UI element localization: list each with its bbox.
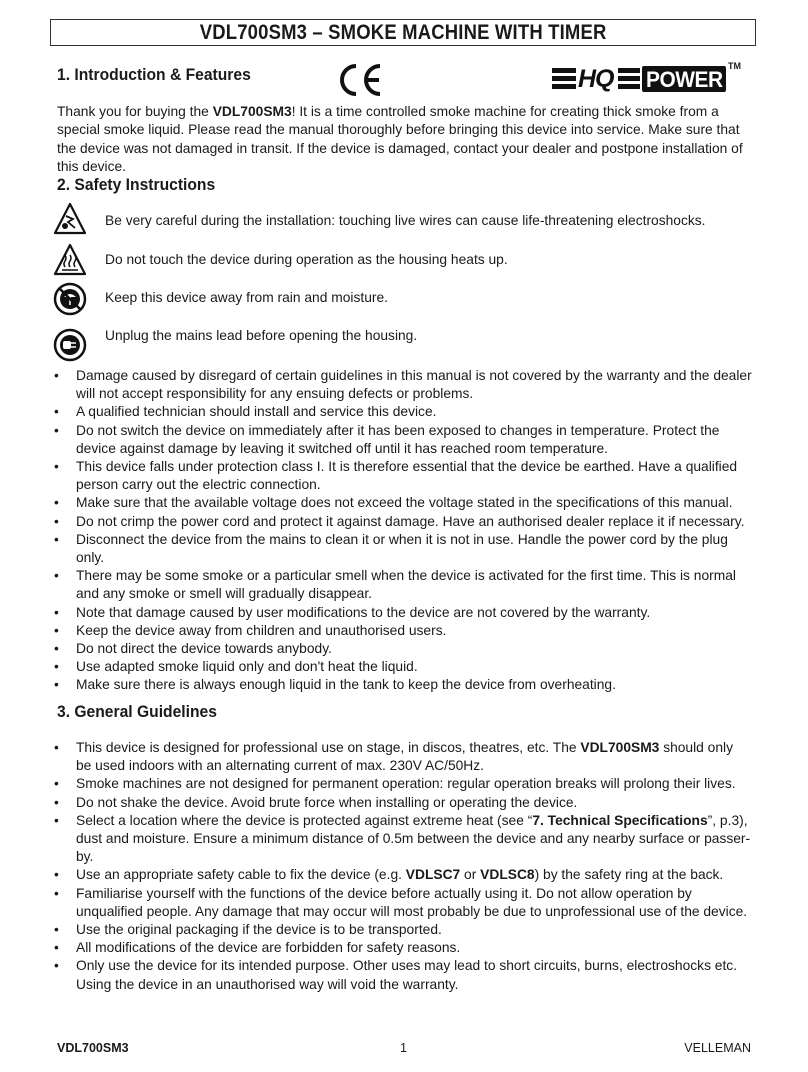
unplug-icon	[53, 328, 87, 362]
footer-brand: VELLEMAN	[684, 1041, 751, 1055]
footer-page-number: 1	[400, 1041, 407, 1055]
list-item: • Only use the device for its intended purpose. Other uses may lead to short circuits, burns, electroshocks etc. Using the device in an unauthorised way will void the warranty.	[52, 957, 752, 993]
footer-model: VDL700SM3	[57, 1041, 129, 1055]
hq-power-logo	[552, 62, 740, 96]
heading-general-guidelines: 3. General Guidelines	[57, 702, 217, 721]
text: ”, p.3), dust and moisture. Ensure a minimum distance of 0.5m between the device and any nearby surface or passer-by.	[76, 812, 751, 865]
text: This device is designed for professional use on stage, in discos, theatres, etc. The	[76, 740, 581, 755]
list-item: • Do not crimp the power cord and protect it against damage. Have an authorised dealer replace it if necessary.	[52, 513, 752, 531]
heading-introduction: 1. Introduction & Features	[57, 65, 251, 84]
list-item: • Use the original packaging if the device is to be transported.	[52, 921, 752, 939]
page-title	[50, 19, 756, 46]
list-item	[52, 812, 752, 867]
list-item: • Do not shake the device. Avoid brute force when installing or operating the device.	[52, 794, 752, 812]
intro-text-a: Thank you for buying the	[57, 104, 213, 119]
safety-icon-text-1: Be very careful during the installation: touching live wires can cause life-threatening electroshocks.	[105, 213, 706, 228]
list-item: • All modifications of the device are forbidden for safety reasons.	[52, 939, 752, 957]
logo-power-text: POWER	[646, 67, 723, 92]
list-item: • Keep the device away from children and unauthorised users.	[52, 622, 752, 640]
intro-model: VDL700SM3	[212, 104, 292, 119]
page-title-text: VDL700SM3 – SMOKE MACHINE WITH TIMER	[199, 20, 607, 44]
list-item: • A qualified technician should install and service this device.	[52, 403, 752, 421]
heading-safety: 2. Safety Instructions	[57, 175, 216, 194]
ce-mark-icon	[336, 62, 384, 98]
text: Use an appropriate safety cable to fix the device (e.g.	[76, 867, 406, 883]
list-item: • Smoke machines are not designed for permanent operation: regular operation breaks will prolong their lives.	[52, 775, 752, 793]
text: or	[460, 867, 481, 883]
hot-surface-warning-icon	[53, 243, 87, 277]
logo-hq-text: HQ	[578, 65, 614, 93]
list-item: • Disconnect the device from the mains to clean it or when it is not in use. Handle the power cord by the plug only.	[52, 531, 752, 567]
list-item: • There may be some smoke or a particular smell when the device is activated for the first time. This is normal and any smoke or smell will gradually disappear.	[52, 567, 752, 603]
intro-text-b: ! It is a time controlled smoke machine for creating thick smoke from a special smoke liquid. Please read the manual thoroughly before bringing this device into service. Make sure that the device was not damaged in transit. If the device is damaged, contact your dealer and postpone installation of this device.	[57, 104, 743, 174]
safety-icon-text-2: Do not touch the device during operation as the housing heats up.	[105, 252, 508, 267]
electric-shock-warning-icon	[53, 202, 87, 236]
list-item: • Familiarise yourself with the functions of the device before actually using it. Do not allow operation by unqualified people. Any damage that may occur will most probably be due to unprofessional use of the device.	[52, 885, 752, 921]
list-item: • Damage caused by disregard of certain guidelines in this manual is not covered by the warranty and the dealer will not accept responsibility for any ensuing defects or problems.	[52, 367, 752, 403]
list-item: • This device falls under protection class I. It is therefore essential that the device be earthed. Have a qualified person carry out the electric connection.	[52, 458, 752, 494]
text: Select a location where the device is protected against extreme heat (see “	[76, 812, 533, 828]
model-name: VDLSC7	[405, 867, 461, 883]
list-item: • Use adapted smoke liquid only and don't heat the liquid.	[52, 658, 752, 676]
model-name: VDLSC8	[480, 867, 535, 883]
trademark: TM	[728, 61, 741, 71]
text: should only be used indoors with an alternating current of max. 230V AC/50Hz.	[76, 740, 733, 774]
safety-icon-text-4: Unplug the mains lead before opening the housing.	[105, 328, 418, 343]
list-item: • Do not switch the device on immediately after it has been exposed to changes in temperature. Protect the device against damage by leaving it switched off until it has reached room temperature.	[52, 422, 752, 458]
text: ) by the safety ring at the back.	[534, 867, 724, 883]
list-item	[52, 866, 752, 884]
list-item: • Do not direct the device towards anybody.	[52, 640, 752, 658]
list-item: • Note that damage caused by user modifications to the device are not covered by the warranty.	[52, 604, 752, 622]
general-bullet-list	[52, 739, 752, 994]
safety-bullet-list	[52, 367, 752, 695]
safety-icon-text-3: Keep this device away from rain and moisture.	[105, 290, 388, 305]
list-item: • Make sure that the available voltage does not exceed the voltage stated in the specifications of this manual.	[52, 494, 752, 512]
intro-paragraph	[57, 103, 755, 176]
list-item: • Make sure there is always enough liquid in the tank to keep the device from overheating.	[52, 676, 752, 694]
keep-dry-icon	[53, 282, 87, 316]
section-reference: 7. Technical Specifications	[532, 812, 708, 828]
list-item	[52, 739, 752, 775]
model-name: VDL700SM3	[580, 740, 660, 755]
